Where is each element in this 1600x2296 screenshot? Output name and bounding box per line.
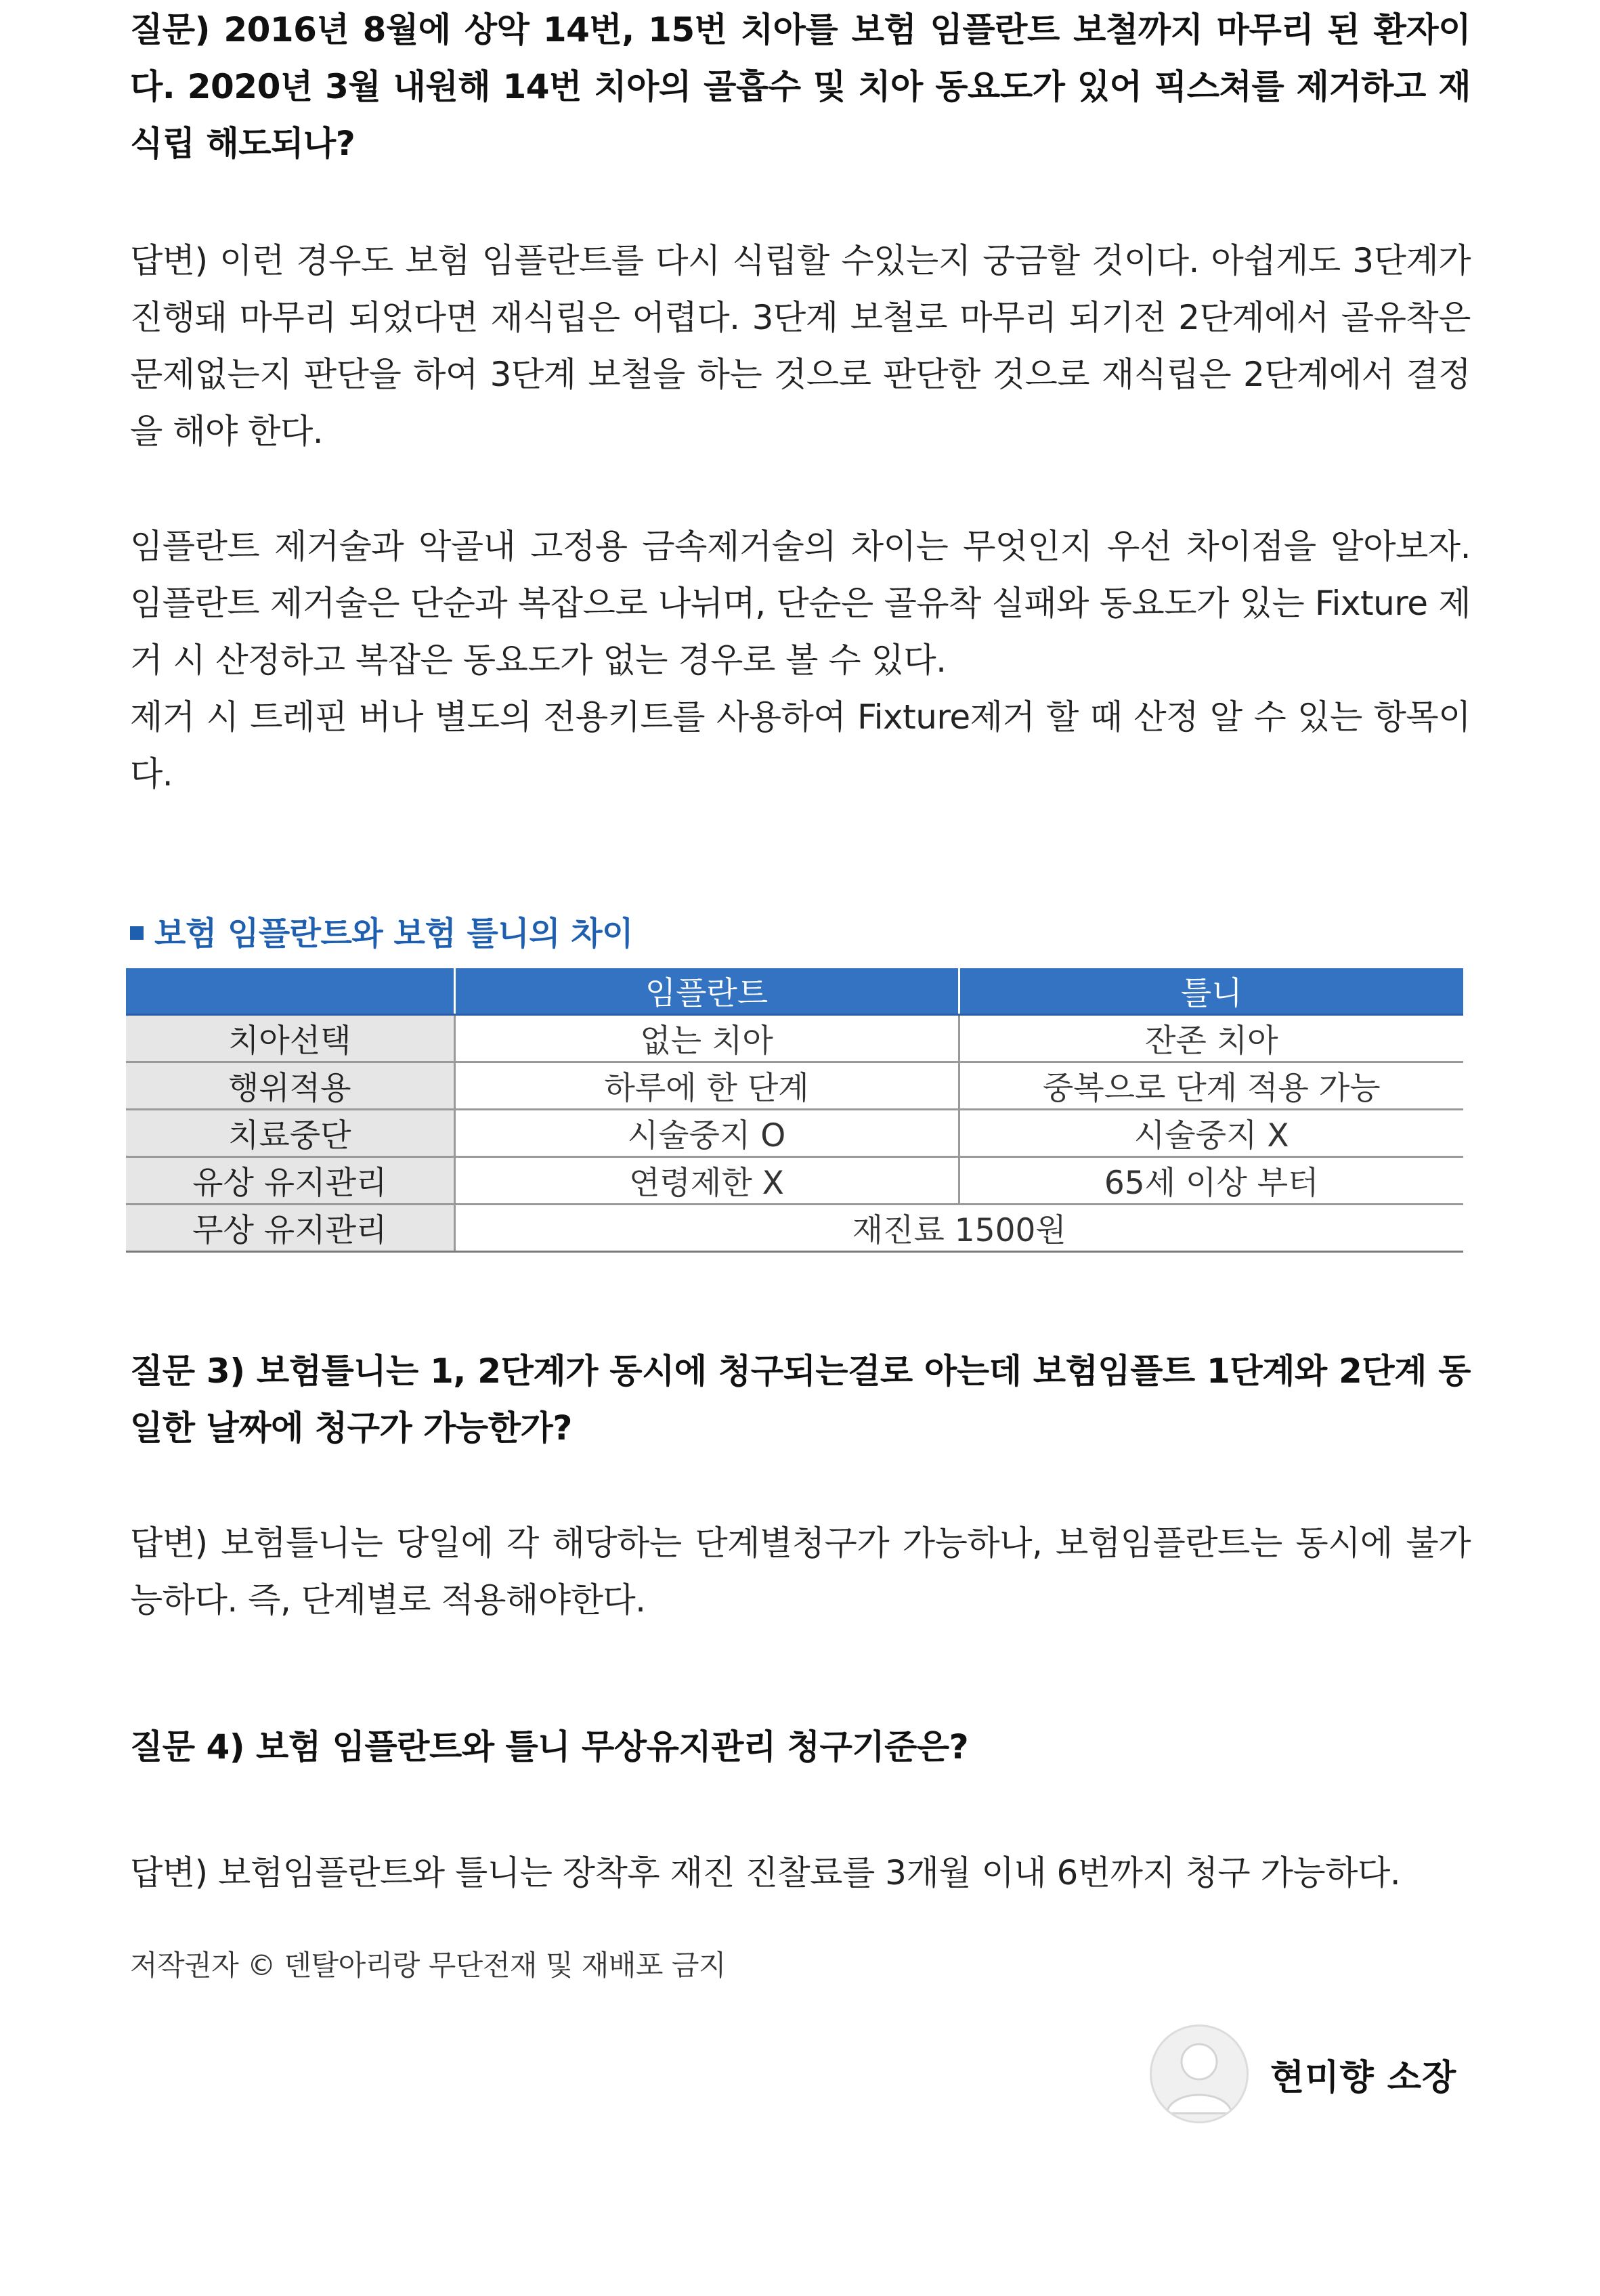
answer-1: 답변) 이런 경우도 보험 임플란트를 다시 식립할 수있는지 궁금할 것이다. 아쉽게도 3단계가 진행돼 마무리 되었다면 재식립은 어렵다. 3단계 보철로 마무리 되기전 2단계에서 골유착은 문제없는지 판단을 하여 3단계 보철을 하는 것으로 판단한 것으로 재식립은 2단계에서 결정을 해야 한다.: [130, 241, 1471, 451]
row-label: 무상 유지관리: [126, 1205, 454, 1252]
square-bullet-icon: [130, 926, 144, 940]
author-byline: [1150, 2024, 1475, 2126]
paragraph-fixture: 제거 시 트레핀 버나 별도의 전용키트를 사용하여 Fixture제거 할 때 산정 알 수 있는 항목이다.: [130, 697, 1471, 794]
question-1: 질문) 2016년 8월에 상악 14번, 15번 치아를 보험 임플란트 보철까지 마무리 된 환자이다. 2020년 3월 내원해 14번 치아의 골흡수 및 치아 동요도가 있어 픽스쳐를 제거하고 재식립 해도되나?: [130, 10, 1471, 163]
table-header-row: [126, 968, 1463, 1015]
header-denture: 틀니: [959, 968, 1463, 1015]
cell-implant: 하루에 한 단계: [454, 1062, 959, 1110]
header-blank: [126, 968, 454, 1015]
paragraph-removal: 임플란트 제거술과 악골내 고정용 금속제거술의 차이는 무엇인지 우선 차이점을 알아보자. 임플란트 제거술은 단순과 복잡으로 나뉘며, 단순은 골유착 실패와 동요도가 있는 Fixture 제거 시 산정하고 복잡은 동요도가 없는 경우로 볼 수 있다.: [130, 527, 1471, 680]
cell-implant: 연령제한 X: [454, 1157, 959, 1205]
table-row: [126, 1110, 1463, 1157]
cell-merged: 재진료 1500원: [454, 1205, 1463, 1252]
copyright-notice: 저작권자 © 덴탈아리랑 무단전재 및 재배포 금지: [130, 1949, 726, 1982]
answer-3: 답변) 보험틀니는 당일에 각 해당하는 단계별청구가 가능하나, 보험임플란트는 동시에 불가능하다. 즉, 단계별로 적용해야한다.: [130, 1523, 1471, 1620]
row-label: 치료중단: [126, 1110, 454, 1157]
cell-denture: 잔존 치아: [959, 1015, 1463, 1062]
cell-denture: 중복으로 단계 적용 가능: [959, 1062, 1463, 1110]
table-row: [126, 1205, 1463, 1252]
row-label: 행위적용: [126, 1062, 454, 1110]
table-title: [130, 907, 633, 954]
table-row: [126, 1015, 1463, 1062]
cell-implant: 시술중지 O: [454, 1110, 959, 1157]
question-4: 질문 4) 보험 임플란트와 틀니 무상유지관리 청구기준은?: [130, 1727, 969, 1767]
comparison-table: [126, 968, 1463, 1253]
row-label: 유상 유지관리: [126, 1157, 454, 1205]
answer-4: 답변) 보험임플란트와 틀니는 장착후 재진 진찰료를 3개월 이내 6번까지 청구 가능하다.: [130, 1853, 1401, 1892]
table-row: [126, 1157, 1463, 1205]
author-name[interactable]: 현미향 소장: [1270, 2058, 1457, 2098]
row-label: 치아선택: [126, 1015, 454, 1062]
user-avatar-icon: [1150, 2024, 1249, 2123]
cell-denture: 시술중지 X: [959, 1110, 1463, 1157]
cell-implant: 없는 치아: [454, 1015, 959, 1062]
table-title-text: 보험 임플란트와 보험 틀니의 차이: [154, 915, 633, 953]
question-3: 질문 3) 보험틀니는 1, 2단계가 동시에 청구되는걸로 아는데 보험임플트 1단계와 2단계 동일한 날짜에 청구가 가능한가?: [130, 1351, 1471, 1448]
header-implant: 임플란트: [454, 968, 959, 1015]
table-row: [126, 1062, 1463, 1110]
cell-denture: 65세 이상 부터: [959, 1157, 1463, 1205]
